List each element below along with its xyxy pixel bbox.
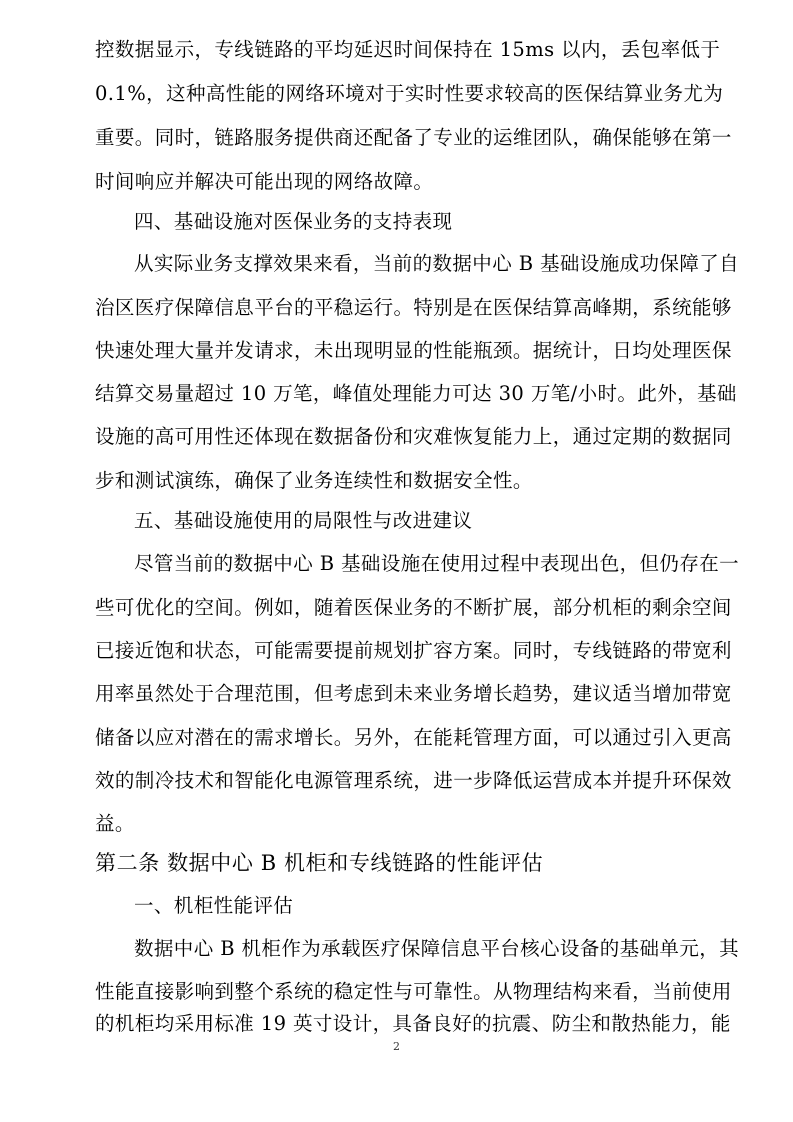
paragraph-2-line-2: 治区医疗保障信息平台的平稳运行。特别是在医保结算高峰期，系统能够	[95, 296, 732, 319]
paragraph-1-line-3: 重要。同时，链路服务提供商还配备了专业的运维团队，确保能够在第一	[95, 126, 732, 149]
subheading-one: 一、机柜性能评估	[134, 894, 294, 917]
paragraph-2-line-3: 快速处理大量并发请求，未出现明显的性能瓶颈。据统计，日均处理医保	[95, 339, 732, 362]
heading-five: 五、基础设施使用的局限性与改进建议	[134, 509, 473, 532]
paragraph-3-line-3: 已接近饱和状态，可能需要提前规划扩容方案。同时，专线链路的带宽利	[95, 639, 732, 662]
paragraph-3-line-2: 些可优化的空间。例如，随着医保业务的不断扩展，部分机柜的剩余空间	[95, 596, 732, 619]
heading-four: 四、基础设施对医保业务的支持表现	[134, 210, 453, 233]
paragraph-2-line-5: 设施的高可用性还体现在数据备份和灾难恢复能力上，通过定期的数据同	[95, 425, 732, 448]
paragraph-2-line-4: 结算交易量超过 10 万笔，峰值处理能力可达 30 万笔/小时。此外，基础	[95, 382, 737, 405]
paragraph-2-line-1: 从实际业务支撑效果来看，当前的数据中心 B 基础设施成功保障了自	[134, 252, 740, 275]
paragraph-3-line-7: 益。	[95, 812, 135, 835]
paragraph-4-line-2: 性能直接影响到整个系统的稳定性与可靠性。从物理结构来看，当前使用	[95, 980, 732, 1003]
paragraph-3-line-1: 尽管当前的数据中心 B 基础设施在使用过程中表现出色，但仍存在一	[134, 552, 740, 575]
paragraph-3-line-5: 储备以应对潜在的需求增长。另外，在能耗管理方面，可以通过引入更高	[95, 726, 732, 749]
paragraph-1-line-2: 0.1%，这种高性能的网络环境对于实时性要求较高的医保结算业务尤为	[95, 82, 724, 105]
page-number: 2	[393, 1040, 400, 1053]
paragraph-1-line-1: 控数据显示，专线链路的平均延迟时间保持在 15ms 以内，丢包率低于	[95, 38, 721, 61]
paragraph-3-line-6: 效的制冷技术和智能化电源管理系统，进一步降低运营成本并提升环保效	[95, 769, 732, 792]
paragraph-3-line-4: 用率虽然处于合理范围，但考虑到未来业务增长趋势，建议适当增加带宽	[95, 682, 732, 705]
article-two-title: 第二条 数据中心 B 机柜和专线链路的性能评估	[95, 851, 544, 875]
paragraph-4-line-1: 数据中心 B 机柜作为承载医疗保障信息平台核心设备的基础单元，其	[134, 937, 740, 960]
paragraph-2-line-6: 步和测试演练，确保了业务连续性和数据安全性。	[95, 469, 533, 492]
paragraph-1-line-4: 时间响应并解决可能出现的网络故障。	[95, 170, 434, 193]
paragraph-4-line-3: 的机柜均采用标准 19 英寸设计，具备良好的抗震、防尘和散热能力，能	[95, 1012, 731, 1035]
